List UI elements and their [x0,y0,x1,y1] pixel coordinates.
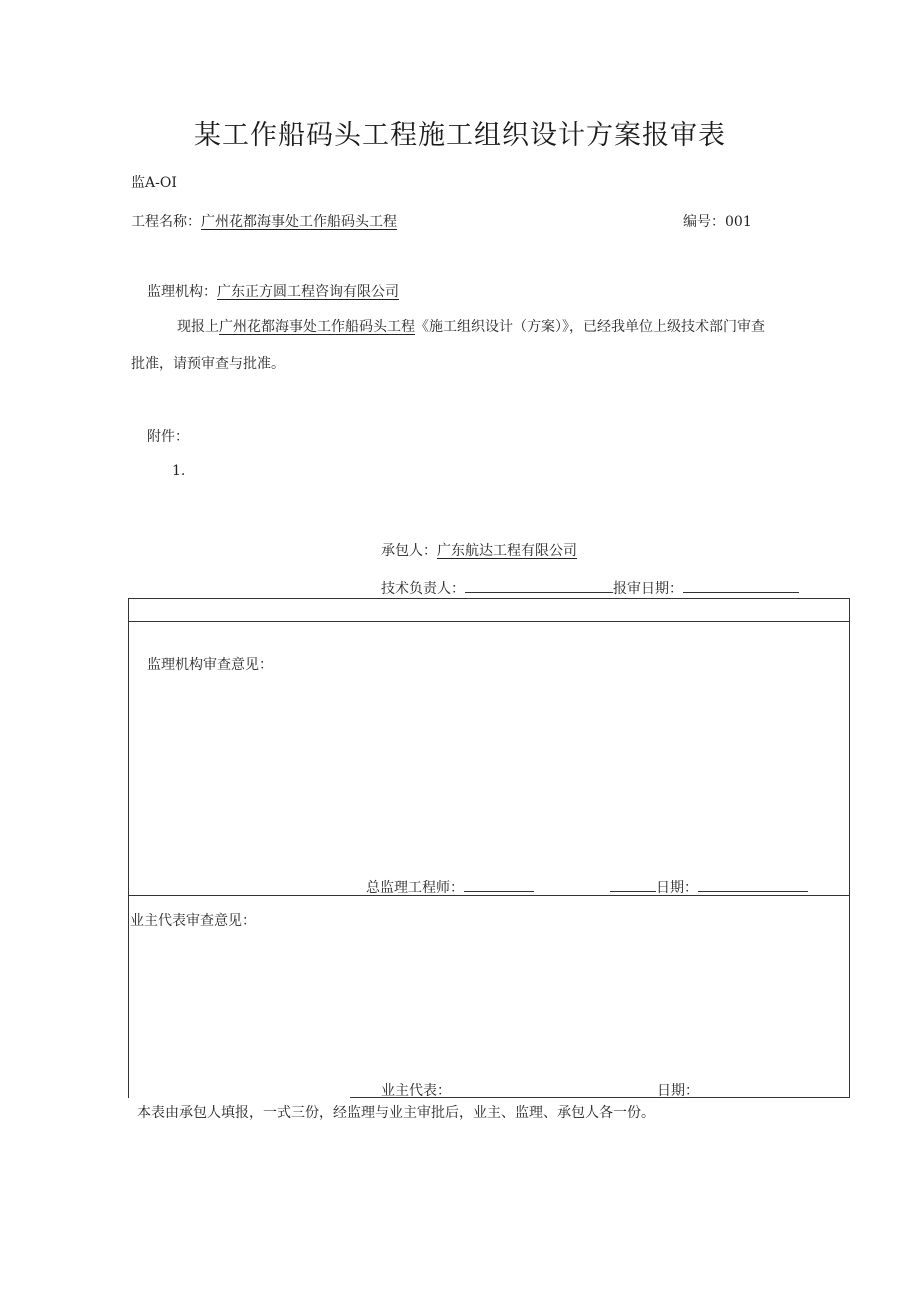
owner-opinion-heading: 业主代表审查意见： [130,913,256,929]
table-top-border [128,598,850,599]
tech-lead-blank[interactable] [465,578,613,593]
supervisor-org-row [147,281,399,301]
supervision-date-row [610,877,808,897]
supervision-opinion-heading: 监理机构审查意见： [147,657,273,673]
body-prefix: 现报上 [177,319,219,335]
owner-rep-label: 业主代表： [381,1083,451,1099]
attachment-item-1: 1. [172,463,186,479]
form-number-label: 编号： [683,214,725,230]
contractor-row [381,540,577,560]
body-line-1 [177,316,765,336]
supervisor-org-value: 广东正方圆工程咨询有限公司 [217,284,399,300]
supervision-date-lead-line [610,877,656,892]
body-project-name: 广州花都海事处工作船码头工程 [219,319,415,335]
table-left-border [128,598,129,1098]
form-title: 某工作船码头工程施工组织设计方案报审表 [194,120,726,151]
project-name-row [131,211,397,231]
supervision-date-label: 日期： [656,880,698,896]
chief-engineer-blank[interactable] [464,877,534,892]
form-code: 监A-OI [131,175,177,191]
tech-lead-row [381,578,799,598]
submit-date-label: 报审日期： [613,581,683,597]
owner-date-label: 日期： [657,1083,699,1099]
supervision-date-blank[interactable] [698,877,808,892]
table-right-border [849,598,850,1098]
supervisor-org-label: 监理机构： [147,284,217,300]
chief-engineer-row [366,877,534,897]
tech-lead-label: 技术负责人： [381,581,465,597]
body-line-2: 批准，请预审查与批准。 [131,356,285,372]
footer-note: 本表由承包人填报，一式三份，经监理与业主审批后，业主、监理、承包人各一份。 [137,1105,655,1121]
body-suffix: 《施工组织设计（方案）》，已经我单位上级技术部门审查 [415,319,765,335]
project-name-label: 工程名称： [131,214,201,230]
chief-engineer-label: 总监理工程师： [366,880,464,896]
form-number-value: 001 [725,214,752,230]
table-row-divider [128,621,850,622]
form-number-row [683,211,752,231]
contractor-value: 广东航达工程有限公司 [437,543,577,559]
attachment-label: 附件： [147,429,189,445]
project-name-value: 广州花都海事处工作船码头工程 [201,214,397,230]
submit-date-blank[interactable] [683,578,799,593]
contractor-label: 承包人： [381,543,437,559]
